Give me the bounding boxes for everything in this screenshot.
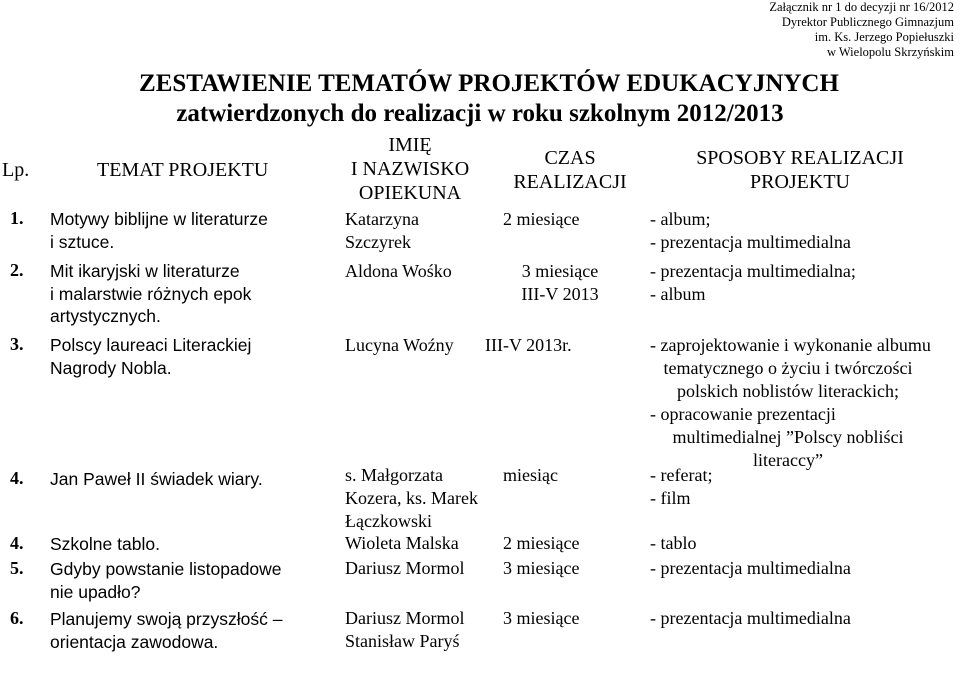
row-4-supervisor-line-2: Kozera, ks. Marek [345, 488, 478, 508]
row-4-methods-line-1: - referat; [650, 465, 713, 485]
row-4-supervisor [345, 464, 478, 533]
row-2-time-line-2: III-V 2013 [521, 284, 599, 304]
row-3-methods-line-2: tematycznego o życiu i twórczości [663, 358, 913, 378]
row-3-methods-line-4: - opracowanie prezentacji [650, 404, 836, 424]
annex-note [654, 0, 954, 60]
row-2-lp: 2. [10, 260, 24, 280]
row-4-topic: Jan Paweł II świadek wiary. [50, 469, 263, 489]
row-3-methods-line-1: - zaprojektowanie i wykonanie albumu [650, 335, 931, 355]
row-6-supervisor: Dariusz Mormol [345, 558, 465, 578]
header-time [495, 146, 645, 194]
row-5-topic: Szkolne tablo. [50, 534, 160, 554]
row-1-methods [650, 208, 851, 254]
row-3-topic-line-1: Polscy laureaci Literackiej [50, 335, 252, 355]
row-1-supervisor [345, 208, 419, 254]
header-supervisor-line-2: I NAZWISKO [350, 158, 470, 180]
row-2-topic-line-2: i malarstwie różnych epok [50, 283, 252, 304]
row-2-time [485, 260, 635, 306]
header-time-line-1: CZAS [544, 147, 596, 169]
row-2-methods-line-1: - prezentacja multimedialna; [650, 261, 856, 281]
row-3-methods [650, 334, 950, 472]
header-time-line-2: REALIZACJI [513, 171, 627, 193]
row-4-time: miesiąc [503, 465, 558, 485]
row-4-supervisor-line-3: Łączkowski [345, 511, 432, 531]
row-3-topic-line-2: Nagrody Nobla. [50, 357, 172, 378]
row-2-topic [50, 260, 251, 328]
row-2-methods [650, 260, 856, 306]
row-7-topic-line-2: orientacja zawodowa. [50, 631, 219, 652]
row-5-lp: 4. [10, 533, 24, 553]
annex-line-3: im. Ks. Jerzego Popiełuszki [814, 30, 954, 44]
row-2-time-line-1: 3 miesiące [521, 261, 599, 281]
row-6-methods: - prezentacja multimedialna [650, 558, 851, 578]
row-4-methods [650, 464, 712, 510]
row-1-time: 2 miesiące [503, 209, 580, 229]
row-3-lp: 3. [10, 334, 24, 354]
row-3-supervisor: Lucyna Woźny [345, 335, 454, 355]
row-7-time: 3 miesiące [503, 608, 580, 628]
row-2-topic-line-1: Mit ikaryjski w literaturze [50, 261, 240, 281]
row-5-time: 2 miesiące [503, 533, 580, 553]
row-1-supervisor-line-1: Katarzyna [345, 209, 419, 229]
row-7-supervisor-line-2: Stanisław Paryś [345, 631, 460, 651]
document-title: ZESTAWIENIE TEMATÓW PROJEKTÓW EDUKACYJNYCH [139, 70, 839, 97]
header-methods-line-2: PROJEKTU [749, 171, 850, 193]
header-supervisor-line-3: OPIEKUNA [358, 182, 462, 204]
row-7-topic [50, 608, 282, 653]
row-1-methods-line-1: - album; [650, 209, 711, 229]
annex-line-2: Dyrektor Publicznego Gimnazjum [781, 15, 954, 29]
row-2-methods-line-2: - album [650, 284, 706, 304]
row-3-methods-line-6: literaccy” [753, 450, 823, 470]
row-3-methods-line-5: multimedialnej ”Polscy nobliści [672, 427, 904, 447]
row-1-methods-line-2: - prezentacja multimedialna [650, 232, 851, 252]
row-4-lp: 4. [10, 468, 24, 488]
header-supervisor [320, 133, 500, 205]
header-methods-line-1: SPOSOBY REALIZACJI [696, 147, 904, 169]
row-1-topic-line-1: Motywy biblijne w literaturze [50, 209, 268, 229]
row-1-topic [50, 208, 268, 253]
row-4-supervisor-line-1: s. Małgorzata [345, 465, 443, 485]
row-3-topic [50, 334, 251, 379]
row-2-topic-line-3: artystycznych. [50, 306, 161, 326]
header-methods [660, 146, 940, 194]
annex-line-1: Załącznik nr 1 do decyzji nr 16/2012 [769, 0, 954, 14]
row-6-topic-line-1: Gdyby powstanie listopadowe [50, 559, 282, 579]
header-topic: TEMAT PROJEKTU [97, 159, 269, 181]
row-1-topic-line-2: i sztuce. [50, 231, 115, 252]
row-1-lp: 1. [10, 208, 24, 228]
header-lp: Lp. [2, 159, 30, 181]
row-6-lp: 5. [10, 558, 24, 578]
row-4-methods-line-2: - film [650, 488, 691, 508]
row-7-supervisor [345, 607, 464, 653]
row-2-supervisor: Aldona Wośko [345, 261, 452, 281]
row-6-topic [50, 558, 282, 603]
row-5-supervisor: Wioleta Malska [345, 533, 459, 553]
row-5-methods: - tablo [650, 533, 697, 553]
row-7-supervisor-line-1: Dariusz Mormol [345, 608, 465, 628]
row-6-topic-line-2: nie upadło? [50, 581, 141, 602]
row-7-lp: 6. [10, 608, 24, 628]
row-7-methods: - prezentacja multimedialna [650, 608, 851, 628]
document-subtitle: zatwierdzonych do realizacji w roku szkolnym 2012/2013 [176, 100, 784, 127]
row-7-topic-line-1: Planujemy swoją przyszłość – [50, 609, 283, 629]
row-6-time: 3 miesiące [503, 558, 580, 578]
row-3-methods-line-3: polskich noblistów literackich; [677, 381, 899, 401]
header-supervisor-line-1: IMIĘ [388, 134, 432, 156]
annex-line-4: w Wielopolu Skrzyńskim [826, 45, 954, 59]
row-1-supervisor-line-2: Szczyrek [345, 232, 411, 252]
row-3-time: III-V 2013r. [485, 335, 572, 355]
